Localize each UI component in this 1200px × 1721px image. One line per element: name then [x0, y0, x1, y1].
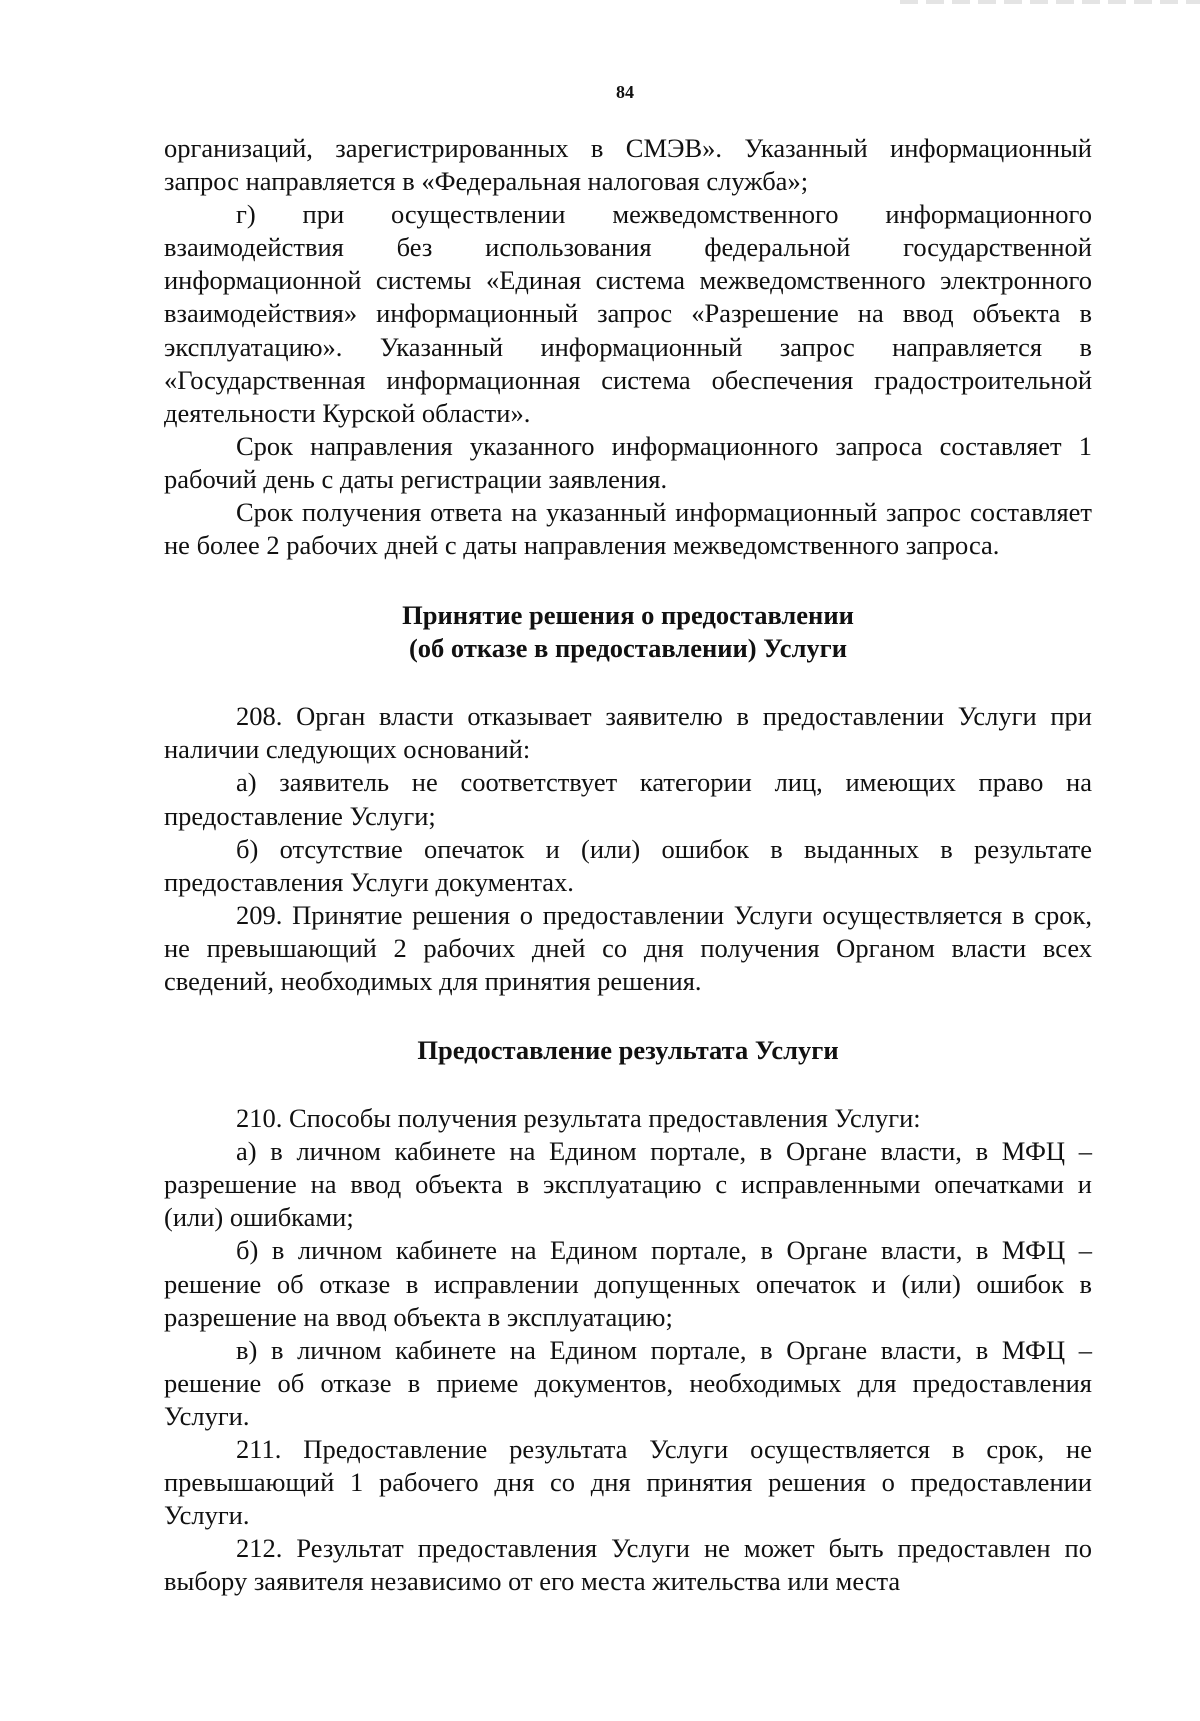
paragraph: 210. Способы получения результата предоставления Услуги: [236, 1103, 921, 1134]
document-body [164, 132, 1092, 1598]
section-heading-decision [164, 599, 1092, 665]
page-number: 84 [616, 82, 634, 102]
scan-artifact [900, 0, 1200, 4]
paragraph: в) в личном кабинете на Едином портале, в Органе власти, в МФЦ – решение об отказе в приеме документов, необходимых для предоставления Услуги. [164, 1334, 1092, 1431]
section-heading-result: Предоставление результата Услуги [417, 1035, 839, 1066]
paragraph: Срок получения ответа на указанный информационный запрос составляет не более 2 рабочих дней с даты направления межведомственного запроса. [164, 497, 1092, 561]
paragraph: Срок направления указанного информационного запроса составляет 1 рабочий день с даты регистрации заявления. [164, 430, 1092, 494]
paragraph: а) заявитель не соответствует категории лиц, имеющих право на предоставление Услуги; [164, 767, 1092, 831]
paragraph: 208. Орган власти отказывает заявителю в предоставлении Услуги при наличии следующих оснований: [164, 701, 1092, 765]
heading-line: (об отказе в предоставлении) Услуги [408, 633, 847, 664]
paragraph: 212. Результат предоставления Услуги не может быть предоставлен по выбору заявителя независимо от его места жительства или места [164, 1533, 1092, 1597]
paragraph-continuation: организаций, зарегистрированных в СМЭВ». Указанный информационный запрос направляется в «Федеральная налоговая служба»; [164, 133, 1092, 197]
heading-line: Принятие решения о предоставлении [402, 600, 854, 631]
paragraph: б) в личном кабинете на Едином портале, в Органе власти, в МФЦ – решение об отказе в исправлении допущенных опечаток и (или) ошибок в разрешение на ввод объекта в эксплуатацию; [164, 1235, 1092, 1332]
paragraph: б) отсутствие опечаток и (или) ошибок в выданных в результате предоставления Услуги документах. [164, 833, 1092, 897]
paragraph: 209. Принятие решения о предоставлении Услуги осуществляется в срок, не превышающий 2 рабочих дней со дня получения Органом власти всех сведений, необходимых для принятия решения. [164, 899, 1092, 996]
paragraph: а) в личном кабинете на Едином портале, в Органе власти, в МФЦ – разрешение на ввод объекта в эксплуатацию с исправленными опечатками и (или) ошибками; [164, 1136, 1092, 1233]
paragraph: 211. Предоставление результата Услуги осуществляется в срок, не превышающий 1 рабочего дня со дня принятия решения о предоставлении Услуги. [164, 1434, 1092, 1531]
paragraph: г) при осуществлении межведомственного информационного взаимодействия без использования федеральной государственной информационной системы «Единая система межведомственного электронного взаимодействия» информационный запрос «Разрешение на ввод объекта в эксплуатацию». Указанный информационный запрос направляется в «Государственная информационная система обеспечения градостроительной деятельности Курской области». [164, 199, 1092, 428]
